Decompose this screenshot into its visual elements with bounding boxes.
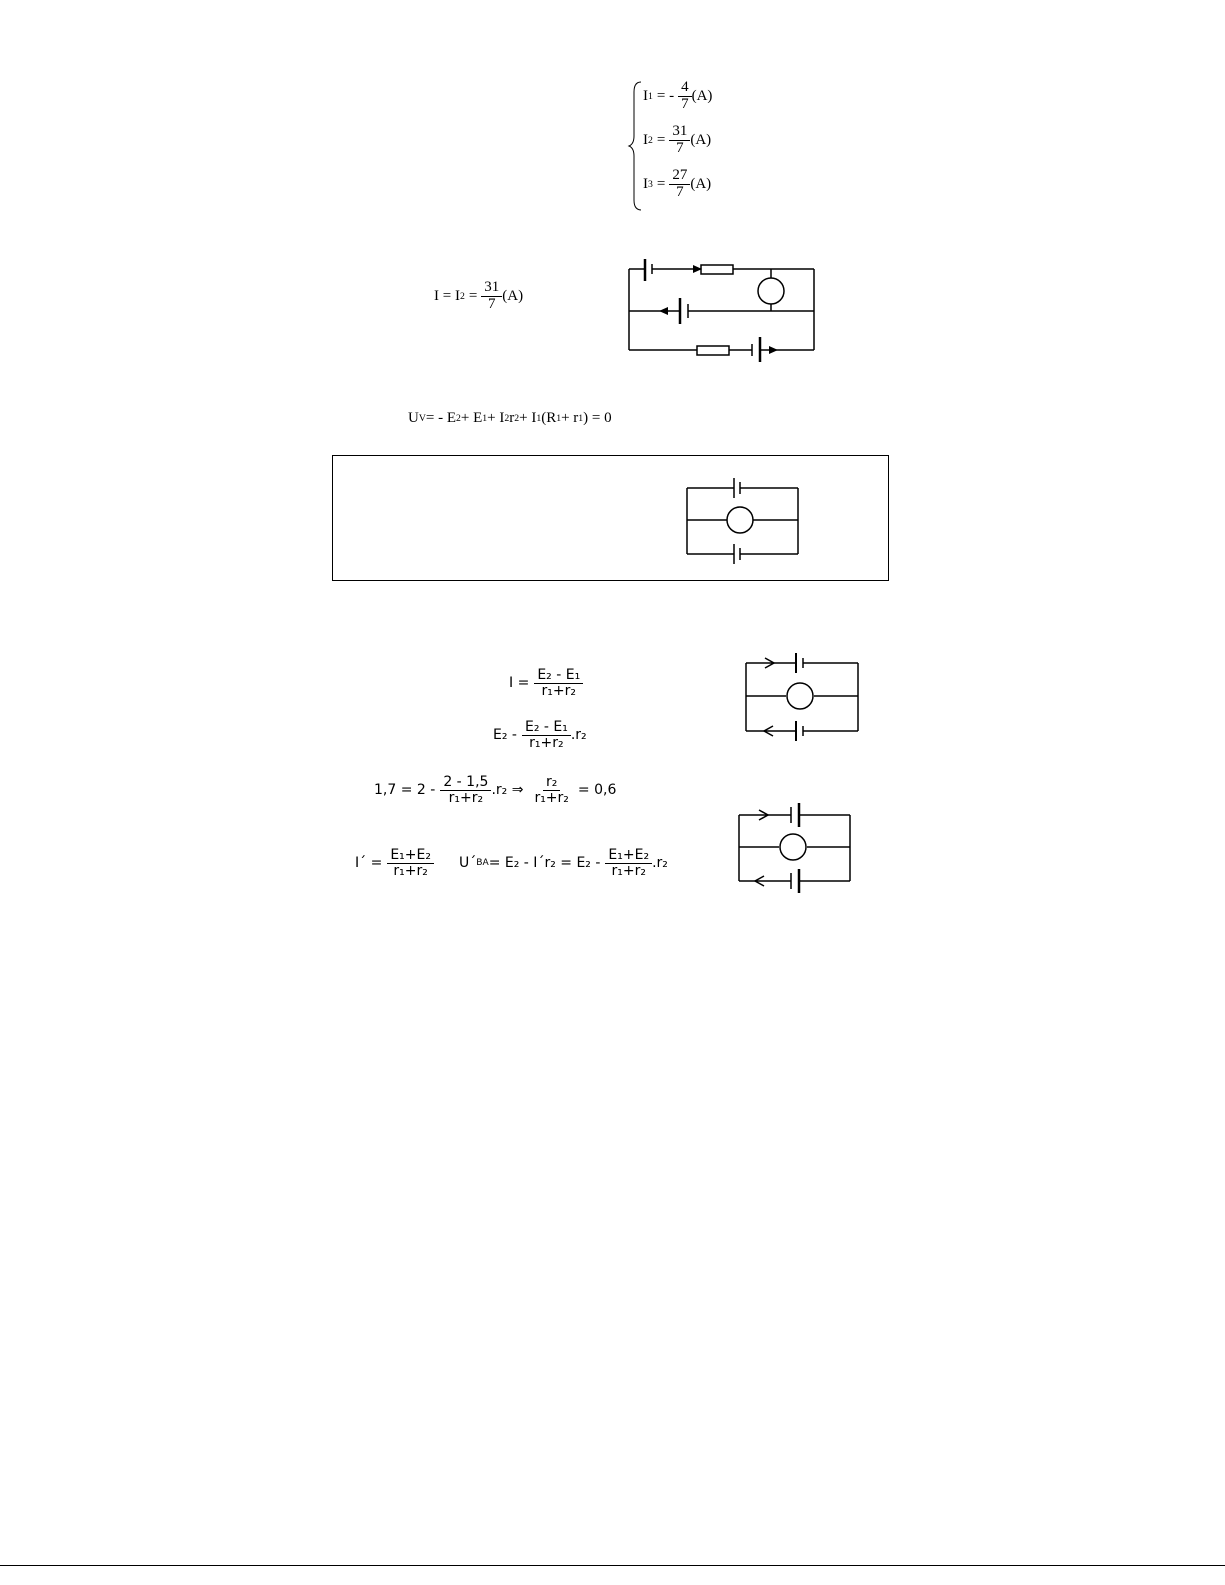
eq-i1: I 1 = - $\frac{4}{7}$ (A) xyxy=(643,79,713,112)
formula-current-prime: I´ = $\frac{\text{E₁+E₂}}{\text{r₁+r₂}}$ xyxy=(355,848,434,878)
brace xyxy=(630,80,644,212)
page-bottom-rule xyxy=(0,1565,1225,1566)
circuit-diagram-1 xyxy=(628,258,818,358)
formula-ratio: 1,7 = 2 - $\frac{2 - 1,5}{\text{r₁+r₂}}$ .r₂ ⇒ $\frac{\text{r₂}}{\text{r₁+r₂}}$ = 0,6 xyxy=(374,774,617,806)
formula-voltage: E₂ - $\frac{\text{E₂ - E₁}}{\text{r₁+r₂}}$ .r₂ xyxy=(493,719,587,751)
eq-i3: I 3 = $\frac{27}{7}$ (A) xyxy=(643,167,712,200)
voltmeter-equation: U V = - E 2 + E 1 + I 2 r 2 + I 1 (R 1 + r 1 ) = 0 xyxy=(408,410,612,426)
formula-uba-prime: U´ BA = E₂ - I´r₂ = E₂ - $\frac{\text{E₁+E₂}}{\text{r₁+r₂}}$ .r₂ xyxy=(459,847,668,879)
circuit-diagram-4 xyxy=(738,803,854,895)
eq-i2: I 2 = $\frac{31}{7}$ (A) xyxy=(643,123,712,156)
current-equation: I = I 2 = $\frac{31}{7}$ (A) xyxy=(434,279,524,312)
figure-box xyxy=(332,455,889,581)
circuit-diagram-3 xyxy=(745,653,863,743)
formula-current: I = $\frac{\text{E₂ - E₁}}{\text{r₁+r₂}}$ xyxy=(509,668,583,698)
circuit-diagram-2 xyxy=(686,476,802,566)
